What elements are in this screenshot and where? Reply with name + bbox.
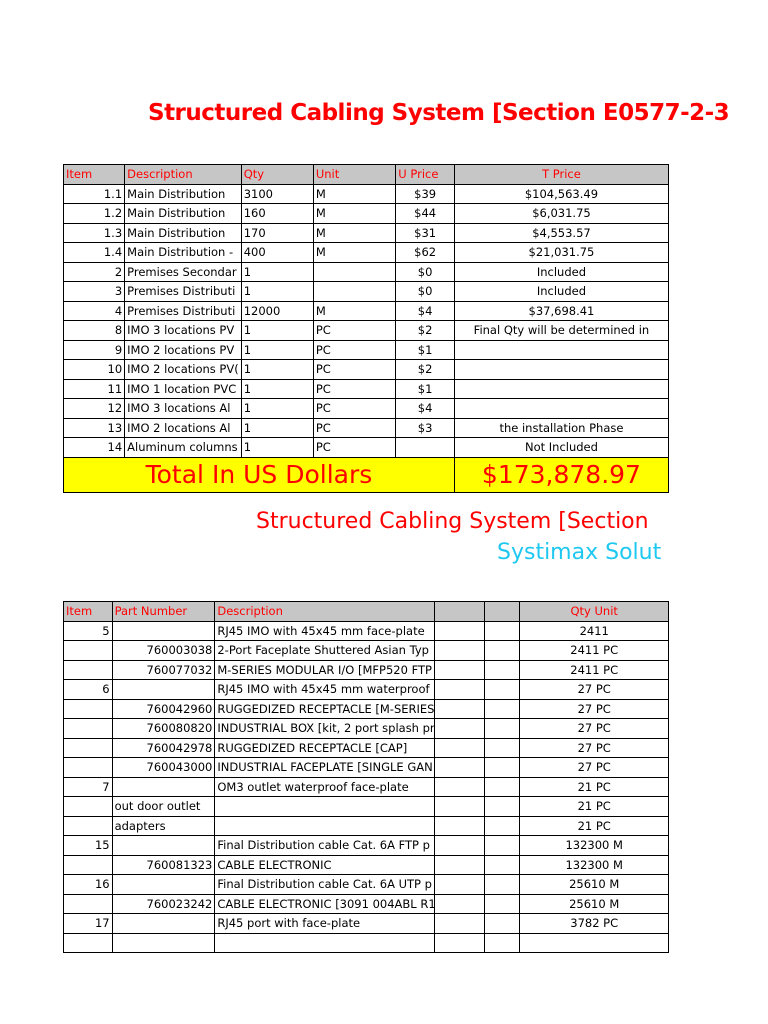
parts-table-row [64,894,669,914]
cell-empty [435,855,485,875]
cell-qty: 1 [241,282,313,302]
cell-qty-unit: 25610 M [520,894,669,914]
header-qty: Qty [241,165,313,185]
cell-empty [435,680,485,700]
cell-description: IMO 2 locations Al [125,418,242,438]
parts-table-row [64,719,669,739]
price-table-row [64,184,669,204]
cell-empty [435,699,485,719]
cell-description: Aluminum columns [125,438,242,458]
parts-table-row [64,680,669,700]
cell-empty [435,719,485,739]
parts-table-row [64,875,669,895]
cell-qty-unit: 2411 PC [520,660,669,680]
header-empty [484,602,519,622]
cell-description [215,933,435,953]
cell-description: Final Distribution cable Cat. 6A UTP p [215,875,435,895]
cell-t-price: Included [454,262,668,282]
cell-item: 16 [64,875,113,895]
cell-item [64,738,113,758]
cell-qty-unit: 27 PC [520,699,669,719]
price-table-row [64,282,669,302]
cell-part-number: 760003038 [112,641,215,661]
cell-part-number: 760080820 [112,719,215,739]
cell-t-price: $6,031.75 [454,204,668,224]
cell-t-price: $21,031.75 [454,243,668,263]
cell-item [64,797,113,817]
cell-u-price: $0 [396,282,455,302]
cell-unit: PC [313,340,395,360]
cell-empty [484,894,519,914]
cell-part-number [112,914,215,934]
price-table-row [64,340,669,360]
cell-description: OM3 outlet waterproof face-plate [215,777,435,797]
cell-qty: 1 [241,321,313,341]
parts-table [63,601,669,953]
cell-item: 3 [64,282,125,302]
parts-table-row [64,660,669,680]
price-table-row [64,321,669,341]
cell-part-number: 760042978 [112,738,215,758]
header-u-price: U Price [396,165,455,185]
cell-description: Main Distribution [125,223,242,243]
cell-u-price: $2 [396,360,455,380]
cell-empty [484,816,519,836]
cell-item [64,641,113,661]
cell-item: 6 [64,680,113,700]
cell-unit: M [313,301,395,321]
cell-empty [484,680,519,700]
cell-description: RUGGEDIZED RECEPTACLE [M-SERIES [215,699,435,719]
section2-title: Structured Cabling System [Section [256,509,649,534]
cell-description: IMO 2 locations PV( [125,360,242,380]
cell-u-price: $2 [396,321,455,341]
cell-empty [484,836,519,856]
cell-empty [435,738,485,758]
cell-qty-unit: 25610 M [520,875,669,895]
cell-empty [435,758,485,778]
parts-table-row [64,816,669,836]
cell-unit: M [313,184,395,204]
header-item: Item [64,165,125,185]
cell-item: 17 [64,914,113,934]
cell-item [64,855,113,875]
header-part-number: Part Number [112,602,215,622]
cell-u-price: $4 [396,399,455,419]
cell-qty: 3100 [241,184,313,204]
cell-unit: M [313,223,395,243]
cell-item [64,660,113,680]
cell-part-number: 760077032 [112,660,215,680]
cell-u-price: $3 [396,418,455,438]
cell-description: RUGGEDIZED RECEPTACLE [CAP] [215,738,435,758]
parts-table-row [64,758,669,778]
cell-qty-unit [520,933,669,953]
header-item: Item [64,602,113,622]
cell-t-price: the installation Phase [454,418,668,438]
cell-qty-unit: 3782 PC [520,914,669,934]
cell-qty: 1 [241,399,313,419]
cell-item [64,699,113,719]
cell-item: 1.4 [64,243,125,263]
parts-table-row [64,641,669,661]
cell-description: IMO 3 locations Al [125,399,242,419]
cell-part-number: out door outlet [112,797,215,817]
price-table-row [64,438,669,458]
cell-item [64,719,113,739]
total-row [64,457,669,492]
header-unit: Unit [313,165,395,185]
cell-empty [484,914,519,934]
cell-t-price: Final Qty will be determined in [454,321,668,341]
cell-item: 11 [64,379,125,399]
parts-table-row [64,836,669,856]
cell-t-price: $104,563.49 [454,184,668,204]
cell-item: 10 [64,360,125,380]
cell-item: 13 [64,418,125,438]
cell-item: 7 [64,777,113,797]
cell-description [215,816,435,836]
total-label: Total In US Dollars [64,457,455,492]
cell-u-price: $1 [396,340,455,360]
header-qty-unit: Qty Unit [520,602,669,622]
cell-part-number [112,933,215,953]
cell-description: INDUSTRIAL FACEPLATE [SINGLE GAN [215,758,435,778]
cell-qty: 1 [241,418,313,438]
cell-qty-unit: 132300 M [520,855,669,875]
cell-qty: 12000 [241,301,313,321]
cell-description: IMO 3 locations PV [125,321,242,341]
cell-u-price: $44 [396,204,455,224]
price-table-row [64,399,669,419]
cell-description: IMO 1 location PVC [125,379,242,399]
cell-part-number: adapters [112,816,215,836]
cell-empty [435,797,485,817]
section2-subtitle: Systimax Solut [497,540,662,565]
cell-qty: 1 [241,262,313,282]
parts-table-row [64,855,669,875]
cell-empty [484,855,519,875]
cell-empty [484,621,519,641]
cell-empty [435,777,485,797]
cell-part-number: 760081323 [112,855,215,875]
parts-table-row [64,797,669,817]
cell-unit [313,262,395,282]
cell-description: CABLE ELECTRONIC [3091 004ABL R1 [215,894,435,914]
cell-empty [484,660,519,680]
cell-item [64,816,113,836]
cell-part-number [112,836,215,856]
cell-u-price: $31 [396,223,455,243]
cell-empty [484,777,519,797]
cell-t-price: $4,553.57 [454,223,668,243]
cell-qty: 400 [241,243,313,263]
cell-item: 9 [64,340,125,360]
cell-qty-unit: 27 PC [520,738,669,758]
cell-qty-unit: 27 PC [520,758,669,778]
cell-item: 2 [64,262,125,282]
cell-item: 15 [64,836,113,856]
cell-description: RJ45 IMO with 45x45 mm face-plate [215,621,435,641]
header-t-price: T Price [454,165,668,185]
cell-empty [484,797,519,817]
total-amount: $173,878.97 [454,457,668,492]
cell-description: Final Distribution cable Cat. 6A FTP p [215,836,435,856]
cell-part-number: 760043000 [112,758,215,778]
cell-qty-unit: 21 PC [520,777,669,797]
cell-description: Premises Distributi [125,282,242,302]
section1-title: Structured Cabling System [Section E0577-2-3 [148,100,730,126]
cell-empty [435,875,485,895]
cell-unit: PC [313,321,395,341]
cell-item [64,758,113,778]
price-table-header [64,165,669,185]
cell-unit: PC [313,418,395,438]
price-table-row [64,204,669,224]
cell-empty [435,933,485,953]
cell-item: 1.2 [64,204,125,224]
cell-u-price: $4 [396,301,455,321]
cell-item: 1.1 [64,184,125,204]
cell-empty [435,894,485,914]
cell-part-number [112,621,215,641]
cell-unit [313,282,395,302]
cell-item: 4 [64,301,125,321]
cell-t-price [454,360,668,380]
cell-item: 14 [64,438,125,458]
cell-t-price [454,399,668,419]
cell-u-price: $1 [396,379,455,399]
cell-qty-unit: 21 PC [520,797,669,817]
cell-unit: PC [313,399,395,419]
cell-empty [435,641,485,661]
cell-description: RJ45 IMO with 45x45 mm waterproof [215,680,435,700]
parts-table-row [64,738,669,758]
cell-qty-unit: 132300 M [520,836,669,856]
cell-qty: 160 [241,204,313,224]
cell-qty: 1 [241,438,313,458]
parts-table-row [64,914,669,934]
cell-empty [484,719,519,739]
cell-part-number: 760042960 [112,699,215,719]
cell-empty [484,738,519,758]
cell-description: Premises Distributi [125,301,242,321]
cell-qty-unit: 2411 PC [520,641,669,661]
cell-unit: PC [313,360,395,380]
cell-empty [484,699,519,719]
cell-qty: 1 [241,360,313,380]
cell-u-price [396,438,455,458]
cell-empty [484,641,519,661]
cell-empty [484,933,519,953]
header-empty [435,602,485,622]
price-table [63,164,669,493]
cell-qty-unit: 21 PC [520,816,669,836]
cell-part-number [112,680,215,700]
cell-empty [435,660,485,680]
cell-empty [435,914,485,934]
cell-empty [435,816,485,836]
cell-unit: M [313,243,395,263]
cell-item: 12 [64,399,125,419]
cell-description: CABLE ELECTRONIC [215,855,435,875]
price-table-row [64,360,669,380]
cell-unit: PC [313,438,395,458]
cell-description: Main Distribution [125,204,242,224]
cell-t-price [454,340,668,360]
cell-u-price: $62 [396,243,455,263]
cell-qty: 170 [241,223,313,243]
cell-t-price [454,379,668,399]
cell-qty: 1 [241,379,313,399]
cell-description: M-SERIES MODULAR I/O [MFP520 FTP [215,660,435,680]
cell-qty-unit: 27 PC [520,680,669,700]
price-table-row [64,223,669,243]
price-table-row [64,379,669,399]
parts-table-row [64,699,669,719]
cell-unit: M [313,204,395,224]
cell-description: Premises Secondar [125,262,242,282]
cell-t-price: Not Included [454,438,668,458]
parts-table-row [64,933,669,953]
cell-description: Main Distribution - [125,243,242,263]
header-description: Description [215,602,435,622]
cell-description: INDUSTRIAL BOX [kit, 2 port splash pr [215,719,435,739]
cell-item: 8 [64,321,125,341]
cell-qty-unit: 2411 [520,621,669,641]
cell-empty [484,875,519,895]
cell-part-number: 760023242 [112,894,215,914]
header-description: Description [125,165,242,185]
price-table-row [64,243,669,263]
parts-table-header [64,602,669,622]
cell-part-number [112,875,215,895]
cell-description [215,797,435,817]
cell-item: 1.3 [64,223,125,243]
cell-empty [435,836,485,856]
cell-description: IMO 2 locations PV [125,340,242,360]
cell-qty-unit: 27 PC [520,719,669,739]
parts-table-row [64,621,669,641]
cell-t-price: Included [454,282,668,302]
cell-item [64,894,113,914]
cell-empty [435,621,485,641]
cell-u-price: $39 [396,184,455,204]
cell-u-price: $0 [396,262,455,282]
parts-table-row [64,777,669,797]
cell-item [64,933,113,953]
price-table-row [64,262,669,282]
cell-unit: PC [313,379,395,399]
cell-item: 5 [64,621,113,641]
price-table-row [64,301,669,321]
cell-qty: 1 [241,340,313,360]
cell-empty [484,758,519,778]
cell-description: RJ45 port with face-plate [215,914,435,934]
cell-description: 2-Port Faceplate Shuttered Asian Typ [215,641,435,661]
cell-t-price: $37,698.41 [454,301,668,321]
cell-part-number [112,777,215,797]
price-table-row [64,418,669,438]
cell-description: Main Distribution [125,184,242,204]
